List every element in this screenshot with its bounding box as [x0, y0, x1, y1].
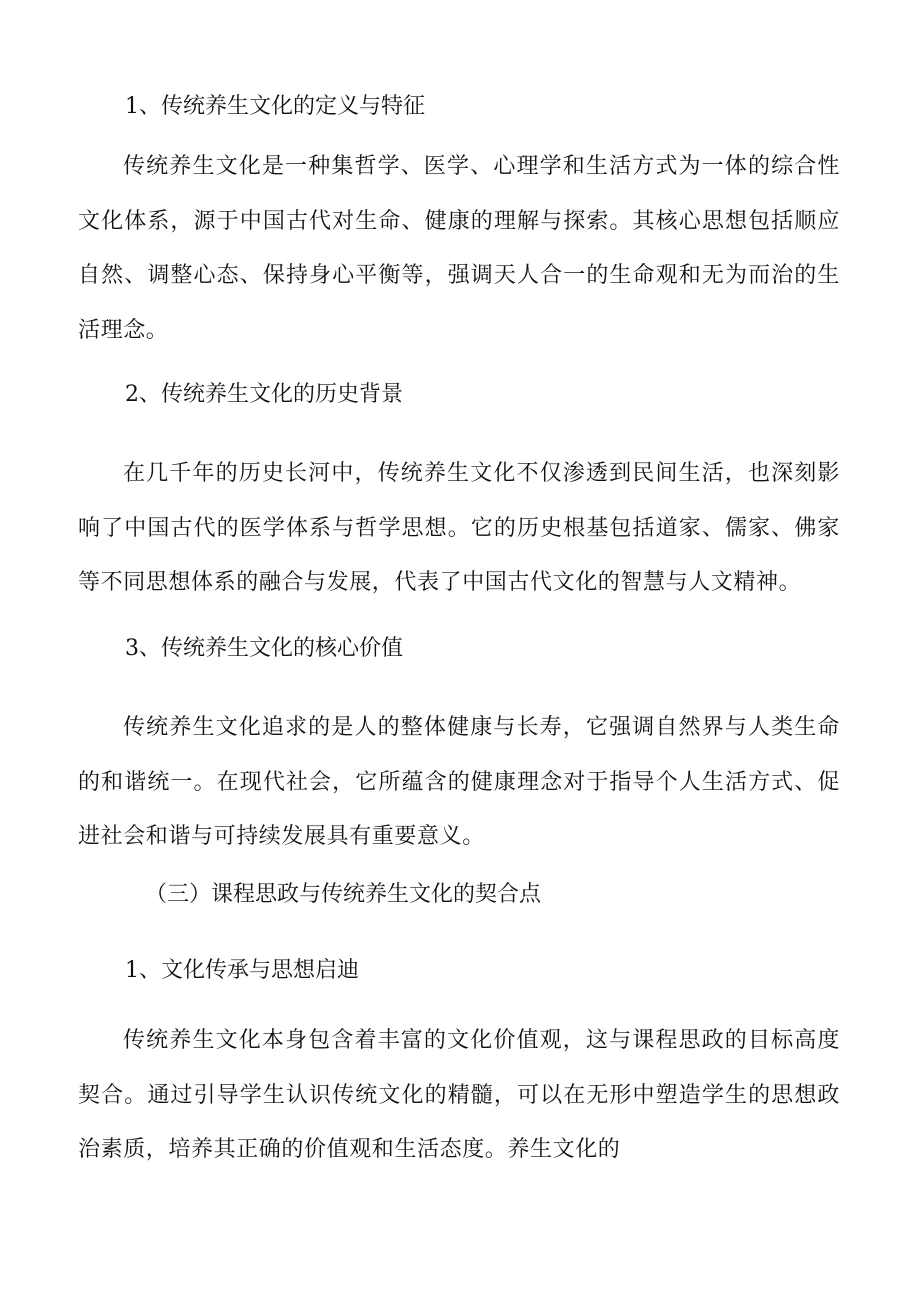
section-heading-history: 2、传统养生文化的历史背景 [125, 382, 403, 407]
paragraph-definition: 传统养生文化是一种集哲学、医学、心理学和生活方式为一体的综合性文化体系，源于中国古代对生命、健康的理解与探索。其核心思想包括顺应自然、调整心态、保持身心平衡等，强调天人合一的生命观和无为而治的生活理念。 [78, 154, 840, 343]
paragraph-core-value: 传统养生文化追求的是人的整体健康与长寿，它强调自然界与人类生命的和谐统一。在现代社会，它所蕴含的健康理念对于指导个人生活方式、促进社会和谐与可持续发展具有重要意义。 [78, 715, 840, 849]
section-heading-core-value: 3、传统养生文化的核心价值 [125, 636, 403, 661]
section-heading-definition: 1、传统养生文化的定义与特征 [125, 94, 425, 119]
subsection-heading-cultural-heritage: 1、文化传承与思想启迪 [125, 958, 359, 983]
paragraph-history: 在几千年的历史长河中，传统养生文化不仅渗透到民间生活，也深刻影响了中国古代的医学体系与哲学思想。它的历史根基包括道家、儒家、佛家等不同思想体系的融合与发展，代表了中国古代文化的智慧与人文精神。 [78, 461, 840, 595]
part-heading-fit-points: （三）课程思政与传统养生文化的契合点 [145, 882, 542, 907]
paragraph-cultural-heritage: 传统养生文化本身包含着丰富的文化价值观，这与课程思政的目标高度契合。通过引导学生认识传统文化的精髓，可以在无形中塑造学生的思想政治素质，培养其正确的价值观和生活态度。养生文化的 [78, 1028, 840, 1162]
